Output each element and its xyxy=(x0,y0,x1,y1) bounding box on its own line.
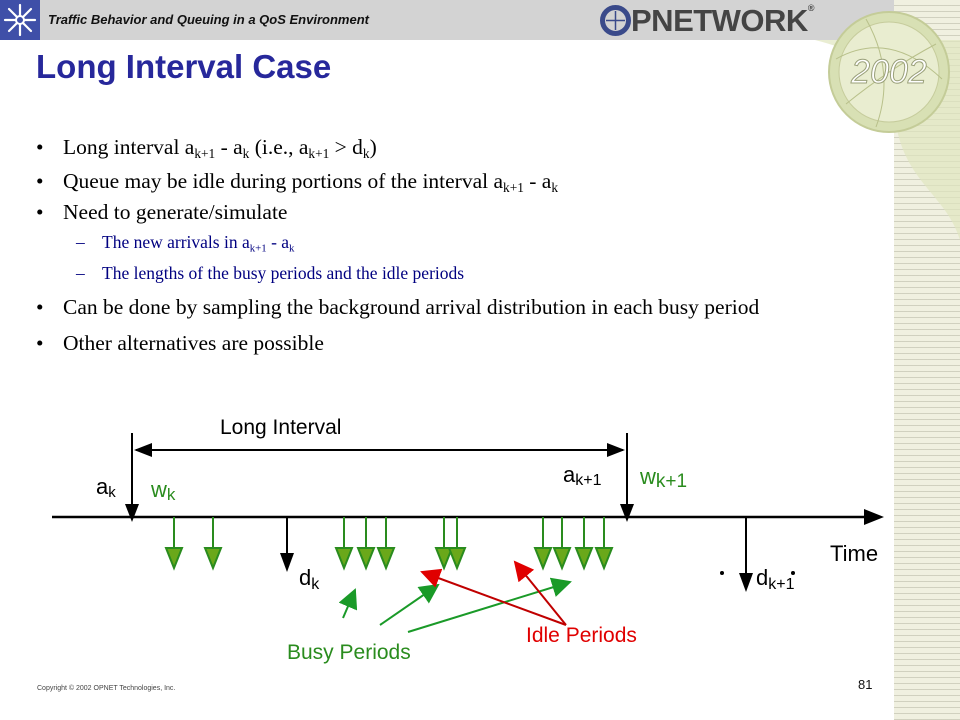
arrival-arrow xyxy=(358,517,374,568)
busy-pointer-1 xyxy=(343,590,355,618)
bullet-item xyxy=(36,134,876,160)
wk-label: wk xyxy=(151,477,176,504)
ellipsis-dot xyxy=(791,571,795,575)
idle-periods-label: Idle Periods xyxy=(526,624,637,647)
presentation-title: Traffic Behavior and Queuing in a QoS Environment xyxy=(48,12,369,27)
star-icon xyxy=(0,0,40,40)
ellipsis-dot xyxy=(720,571,724,575)
bullet-item xyxy=(36,330,876,356)
slide-title: Long Interval Case xyxy=(36,48,332,85)
trademark: ® xyxy=(807,3,814,13)
bullet-list xyxy=(36,134,876,356)
bullet-item xyxy=(36,293,876,322)
bullet-item xyxy=(36,168,876,194)
timeline-diagram xyxy=(0,400,894,680)
sub-bullet-text: The lengths of the busy periods and the idle periods xyxy=(102,263,465,283)
copyright-notice: Copyright © 2002 OPNET Technologies, Inc. xyxy=(37,685,176,692)
arrival-arrow xyxy=(378,517,394,568)
busy-periods-label: Busy Periods xyxy=(287,641,411,664)
sub-bullet-marker: – xyxy=(76,263,85,283)
bullet-text: Queue may be idle during portions of the interval $a_{k+1} - a_k$ xyxy=(63,169,559,195)
time-label: Time xyxy=(830,541,879,566)
time-axis-arrowhead xyxy=(864,509,884,525)
dk-arrowhead xyxy=(280,553,294,572)
sub-bullet-marker: – xyxy=(76,232,85,252)
ak-arrowhead xyxy=(125,504,139,522)
brand-o-icon xyxy=(600,5,631,36)
dk1-label: dk+1 xyxy=(756,565,795,593)
arrival-arrow xyxy=(449,517,465,568)
idle-period-pointers xyxy=(422,562,566,625)
star-logo xyxy=(0,0,40,40)
interval-label: Long Interval xyxy=(220,416,342,439)
bullet-text: Need to generate/simulate xyxy=(63,200,288,224)
wk1-label: wk+1 xyxy=(640,464,688,492)
green-arrival-arrows xyxy=(166,517,612,568)
page-number: 81 xyxy=(858,677,873,692)
bullet-text: Other alternatives are possible xyxy=(63,331,324,355)
medal-2002-icon xyxy=(826,9,952,135)
bullet-marker: • xyxy=(36,331,44,355)
interval-arrowhead-right xyxy=(607,443,625,457)
interval-arrowhead-left xyxy=(134,443,152,457)
sub-bullet-text: The new arrivals in $a_{k+1} - a_k$ xyxy=(102,232,295,255)
bullet-marker: • xyxy=(36,169,44,193)
bullet-item xyxy=(36,199,876,225)
arrival-arrow xyxy=(436,517,452,568)
dk-label: dk xyxy=(299,565,320,593)
arrival-arrow xyxy=(596,517,612,568)
busy-pointer-2 xyxy=(380,585,438,625)
medal-year: 2002 xyxy=(851,53,927,91)
bullet-marker: • xyxy=(36,135,44,159)
bullet-text: Long interval $a_{k+1} - a_k$ (i.e., $a_{k+1} > d_k$) xyxy=(63,135,377,161)
dk1-arrowhead xyxy=(739,573,753,592)
bullet-marker: • xyxy=(36,295,44,319)
arrival-arrow xyxy=(336,517,352,568)
sub-bullet-item xyxy=(36,262,876,284)
bullet-text: Can be done by sampling the background arrival distribution in each busy period xyxy=(63,295,760,319)
ak1-arrowhead xyxy=(620,504,634,522)
arrival-arrow xyxy=(576,517,592,568)
arrival-arrow xyxy=(554,517,570,568)
brand-text: PNETWORK xyxy=(631,3,808,38)
arrival-arrow xyxy=(166,517,182,568)
ak1-label: ak+1 xyxy=(563,462,602,489)
ak-label: ak xyxy=(96,474,116,501)
arrival-arrow xyxy=(535,517,551,568)
sub-bullet-item xyxy=(36,231,876,253)
bullet-marker: • xyxy=(36,200,44,224)
opnetwork-logo xyxy=(600,3,814,39)
arrival-arrow xyxy=(205,517,221,568)
